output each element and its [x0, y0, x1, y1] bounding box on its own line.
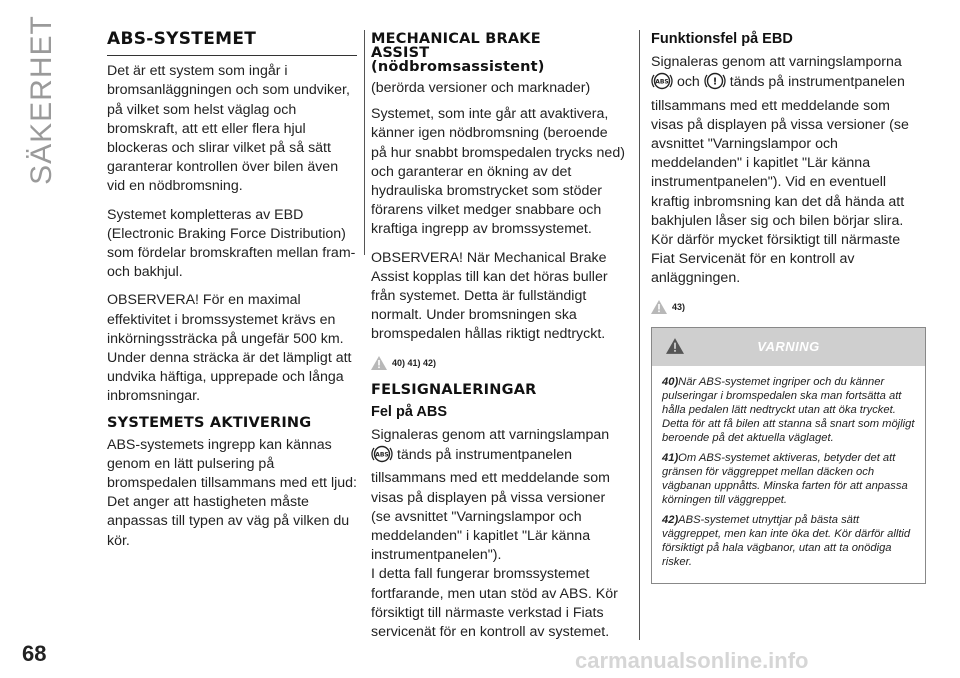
reference-number-43: 43)	[672, 301, 686, 312]
ebd-fault-text-b: tänds på instrumentpanelen tillsammans med ett meddelande som visas på displayen på vissa versioner (se avsnittet "Varningslampor och meddelanden" i kapitlet "Lär känna instrumentpanelen"). Vid en eventuell kraftig inbromsning kan det då hända att bakhjulen låser sig och bilen börjar slira. Kör därför mycket försiktigt till närmaste Fiat Servicenät för en kontroll av anläggningen.	[651, 74, 909, 287]
brake-assist-paragraph-1: Systemet, som inte går att avaktivera, känner igen nödbromsning (beroende på hur snabbt bromspedalen trycks ned) och garanterar en ökning av det hydrauliska bromstrycket som stöder förarens vilket medger snabbare och kraftiga ingrepp av bromssystemet.	[371, 106, 625, 238]
chapter-side-title	[22, 15, 62, 185]
abs-fault-text-a: Signaleras genom att varningslampan	[371, 427, 610, 444]
abs-heading: ABS-SYSTEMET	[107, 30, 357, 56]
warning-triangle-icon	[371, 356, 387, 370]
warning-item-41	[662, 451, 915, 507]
svg-text:ABS: ABS	[655, 78, 669, 86]
brake-assist-heading-line3: (nödbromsassistent)	[371, 59, 545, 75]
abs-fault-text-b: tänds på instrumentpanelen tillsammans med ett meddelande som visas på displayen på vissa versioner (se avsnittet "Varningslampor och meddelanden" i kapitlet "Lär känna instrumentpanelen").	[371, 447, 610, 564]
svg-text:!: !	[712, 76, 718, 88]
svg-text:ABS: ABS	[375, 451, 389, 459]
ebd-fault-paragraph	[651, 53, 926, 288]
abs-paragraph-1: Det är ett system som ingår i bromsanläggningen och som undviker, på vilket som helst väglag och bromskraft, att ett eller flera hjul blockeras och slirar vilket på så sätt garanterar kontrollen över bilen även vid en nödbromsning.	[107, 63, 350, 195]
abs-fault-paragraph	[371, 426, 626, 642]
warning-title: VARNING	[757, 339, 820, 355]
warning-number: 41)	[662, 451, 679, 464]
warning-text: ABS-systemet utnyttjar på bästa sätt väggreppet, men kan inte öka det. Kör därför alltid försiktigt på hala vägbanor, utan att ta onödiga risker.	[662, 513, 911, 568]
activation-heading: SYSTEMETS AKTIVERING	[107, 414, 312, 431]
brake-assist-heading	[371, 32, 626, 74]
reference-40-42	[371, 354, 626, 373]
ebd-fault-och: och	[676, 74, 700, 91]
abs-paragraph-2: Systemet kompletteras av EBD (Electronic Braking Force Distribution) som fördelar bromskraften mellan fram- och bakhjul.	[107, 206, 356, 281]
abs-fault-subheading: Fel på ABS	[371, 403, 448, 420]
warning-item-40	[662, 375, 915, 445]
warning-text: När ABS-systemet ingriper och du känner pulseringar i bromspedalen ska man fortsätta att hålla pedalen lätt nedtryckt utan att öka trycket. Detta för att få bilen att stanna så snart som möjligt beroende på det aktuella väglaget.	[662, 375, 915, 444]
warning-box-header	[652, 328, 925, 366]
warning-item-42	[662, 513, 915, 569]
warning-triangle-icon	[666, 338, 684, 354]
column-divider-1	[364, 30, 365, 255]
warning-box	[651, 327, 926, 584]
brake-warning-lamp-icon	[704, 72, 726, 96]
column-divider-2	[639, 30, 640, 640]
brake-assist-heading-line1: MECHANICAL BRAKE	[371, 31, 541, 47]
warning-list	[652, 366, 925, 583]
column-1	[107, 30, 357, 560]
reference-43	[651, 298, 926, 317]
ebd-fault-subheading: Funktionsfel på EBD	[651, 31, 793, 47]
column-2	[371, 30, 626, 642]
column-3	[651, 30, 926, 584]
ebd-fault-text-a: Signaleras genom att varningslamporna	[651, 54, 902, 71]
abs-warning-lamp-icon	[371, 445, 393, 469]
warning-triangle-icon	[651, 300, 667, 314]
watermark-text: carmanualsonline.info	[575, 648, 809, 673]
warning-number: 42)	[662, 513, 679, 526]
activation-paragraph: ABS-systemets ingrepp kan kännas genom en lätt pulsering på bromspedalen tillsammans med ett ljud: Det anger att hastigheten måste anpassas till typen av väg på vilken du kör.	[107, 436, 357, 549]
brake-assist-subtitle: (berörda versioner och marknader)	[371, 80, 591, 96]
brake-assist-paragraph-2: OBSERVERA! När Mechanical Brake Assist kopplas till kan det höras buller från systemet. Detta är fullständigt normalt. Under bromsningen ska bromspedalen hållas riktigt nedtryckt.	[371, 249, 608, 343]
warning-text: Om ABS-systemet aktiveras, betyder det att gränsen för väggreppet mellan däcken och vägbanan uppnåtts. Minska farten för att anpassa körningen till väggreppet.	[662, 451, 908, 506]
brake-assist-heading-line2: ASSIST	[371, 45, 430, 61]
abs-fault-text-c: I detta fall fungerar bromssystemet fortfarande, men utan stöd av ABS. Kör försiktigt till närmaste verkstad i Fiats servicenät för en kontroll av systemet.	[371, 566, 618, 641]
warning-number: 40)	[662, 375, 679, 388]
page-number: 68	[22, 641, 47, 666]
reference-numbers: 40) 41) 42)	[392, 357, 437, 368]
chapter-title-text: SÄKERHET	[25, 15, 58, 185]
abs-warning-lamp-icon	[651, 72, 673, 96]
abs-paragraph-3: OBSERVERA! För en maximal effektivitet i bromssystemet krävs en inkörningssträcka på ungefär 500 km. Under denna sträcka är det lämpligt att undvika häftiga, upprepade och långa inbromsningar.	[107, 292, 352, 405]
fault-signals-heading: FELSIGNALERINGAR	[371, 381, 537, 398]
